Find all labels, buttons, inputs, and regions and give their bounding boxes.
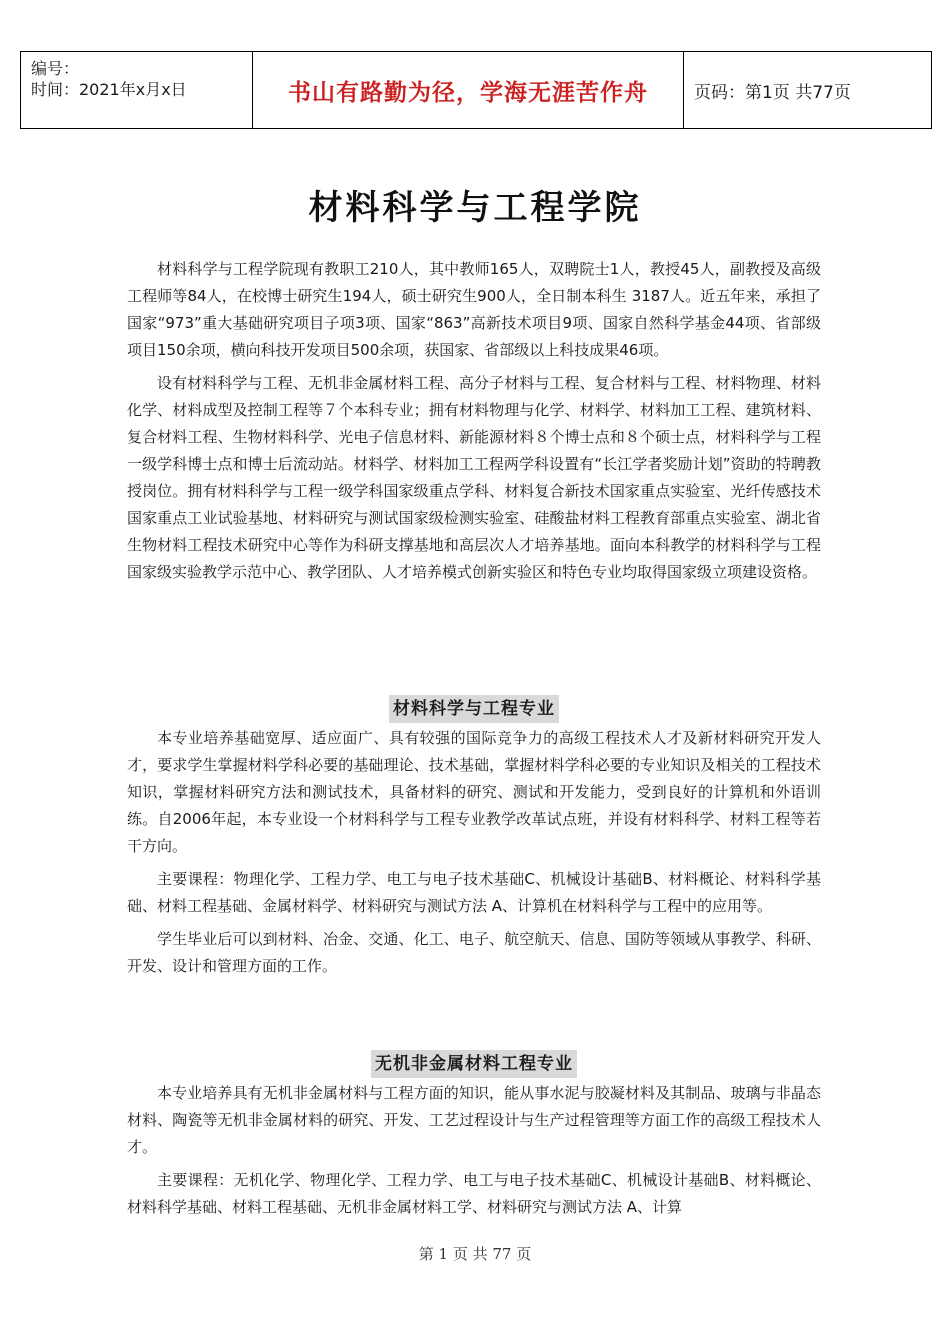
page-label: 页码：第1页 共77页 [694, 82, 851, 103]
section-inorganic-materials [127, 1050, 821, 1227]
section-heading [127, 695, 821, 725]
motto-cell [253, 52, 684, 128]
section-paragraph: 学生毕业后可以到材料、冶金、交通、化工、电子、航空航天、信息、国防等领域从事教学、科研、开发、设计和管理方面的工作。 [127, 930, 821, 975]
motto: 书山有路勤为径，学海无涯苦作舟 [288, 79, 648, 106]
intro-paragraph-2: 设有材料科学与工程、无机非金属材料工程、高分子材料与工程、复合材料与工程、材料物理、材料化学、材料成型及控制工程等７个本科专业；拥有材料物理与化学、材料学、材料加工工程、建筑材料、复合材料工程、生物材料科学、光电子信息材料、新能源材料８个博士点和８个硕士点，材料科学与工程一级学科博士点和博士后流动站。材料学、材料加工工程两学科设置有“长江学者奖励计划”资助的特聘教授岗位。拥有材料科学与工程一级学科国家级重点学科、材料复合新技术国家重点实验室、光纤传感技术国家重点工业试验基地、材料研究与测试国家级检测实验室、硅酸盐材料工程教育部重点实验室、湖北省生物材料工程技术研究中心等作为科研支撑基地和高层次人才培养基地。面向本科教学的材料科学与工程国家级实验教学示范中心、教学团队、人才培养模式创新实验区和特色专业均取得国家级立项建设资格。 [127, 374, 821, 581]
section-materials-science [127, 695, 821, 986]
section-heading-text: 材料科学与工程专业 [389, 695, 559, 723]
section-heading [127, 1050, 821, 1080]
section-heading-text: 无机非金属材料工程专业 [371, 1050, 577, 1078]
intro-block [127, 256, 821, 592]
header-table [20, 51, 932, 129]
section-paragraph: 本专业培养具有无机非金属材料与工程方面的知识，能从事水泥与胶凝材料及其制品、玻璃与非晶态材料、陶瓷等无机非金属材料的研究、开发、工艺过程设计与生产过程管理等方面工作的高级工程技术人才。 [127, 1084, 821, 1156]
time-label: 时间：2021年x月x日 [31, 80, 187, 99]
number-label: 编号： [31, 59, 80, 78]
page-number-cell [684, 52, 931, 128]
section-paragraph: 主要课程：无机化学、物理化学、工程力学、电工与电子技术基础C、机械设计基础B、材料概论、材料科学基础、材料工程基础、无机非金属材料工学、材料研究与测试方法 A、计算 [127, 1171, 821, 1216]
page-footer: 第 1 页 共 77 页 [418, 1245, 532, 1263]
page-title: 材料科学与工程学院 [308, 188, 642, 228]
header-meta-cell [21, 52, 253, 128]
intro-paragraph-1: 材料科学与工程学院现有教职工210人，其中教师165人，双聘院士1人，教授45人，副教授及高级工程师等84人，在校博士研究生194人，硕士研究生900人，全日制本科生 3187人。近五年来，承担了国家“973”重大基础研究项目子项3项、国家“863”高新技术项目9项、国家自然科学基金44项、省部级项目150余项，横向科技开发项目500余项，获国家、省部级以上科技成果46项。 [127, 260, 821, 359]
section-paragraph: 本专业培养基础宽厚、适应面广、具有较强的国际竞争力的高级工程技术人才及新材料研究开发人才，要求学生掌握材料学科必要的基础理论、技术基础，掌握材料学科必要的专业知识及相关的工程技术知识，掌握材料研究方法和测试技术，具备材料的研究、测试和开发能力，受到良好的计算机和外语训练。自2006年起，本专业设一个材料科学与工程专业教学改革试点班，并设有材料科学、材料工程等若干方向。 [127, 729, 821, 855]
section-paragraph: 主要课程：物理化学、工程力学、电工与电子技术基础C、机械设计基础B、材料概论、材料科学基础、材料工程基础、金属材料学、材料研究与测试方法 A、计算机在材料科学与工程中的应用等。 [127, 870, 821, 915]
